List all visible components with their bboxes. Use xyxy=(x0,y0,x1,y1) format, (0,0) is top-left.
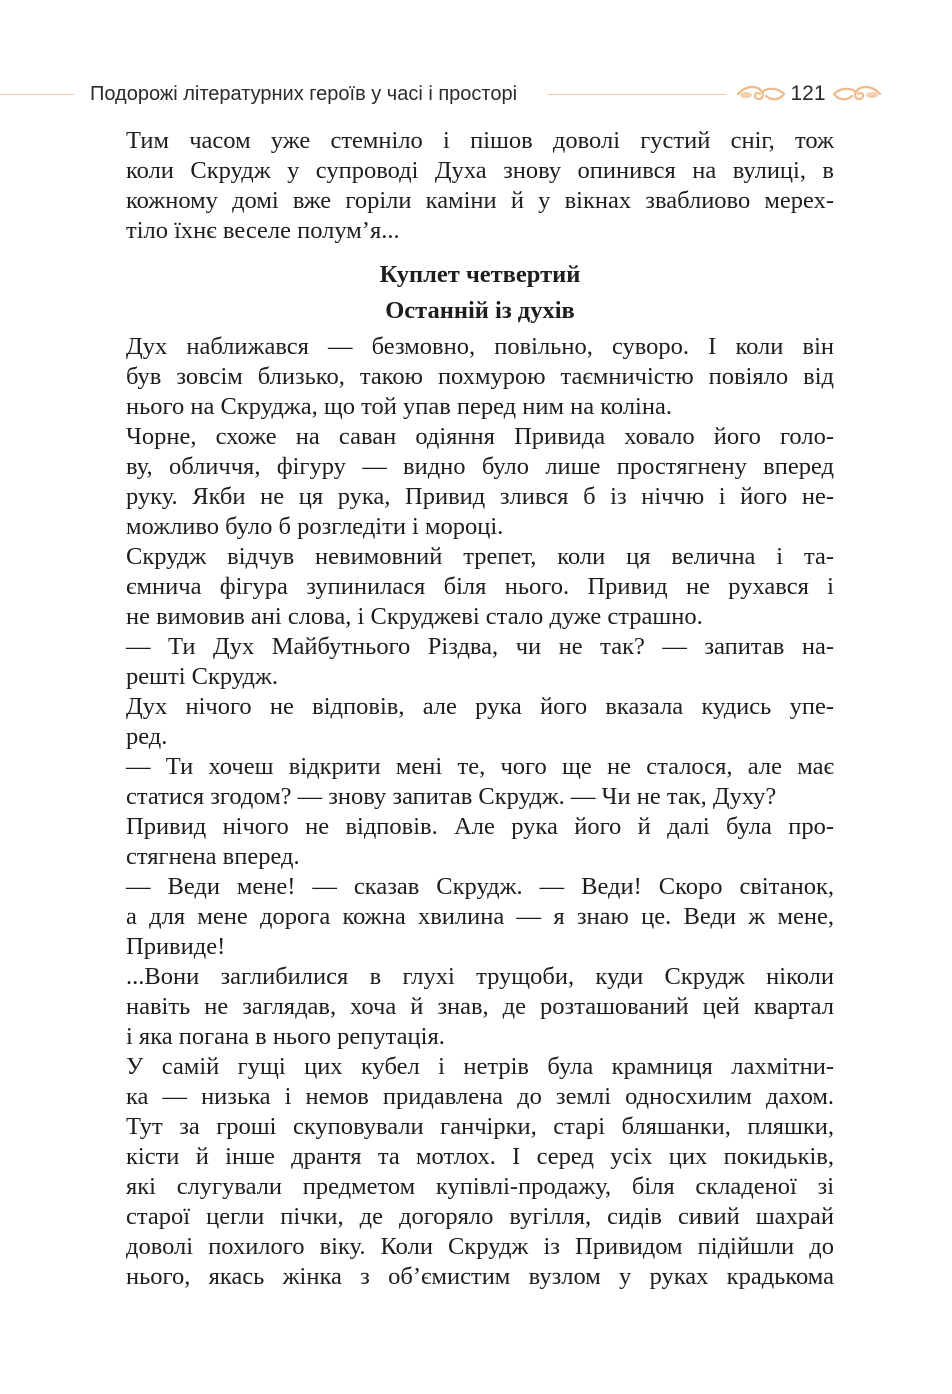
body-text xyxy=(126,126,834,1292)
text-line: — Веди мене! — сказав Скрудж. — Веди! Скоро світанок, xyxy=(126,873,834,900)
paragraph xyxy=(126,542,834,632)
text-line: і яка погана в нього репутація. xyxy=(126,1023,445,1050)
text-line: кісти й інше дрантя та мотлох. І серед усіх цих покидьків, xyxy=(126,1143,834,1170)
text-line: У самій гущі цих кубел і нетрів була крамниця лахмітни- xyxy=(126,1053,834,1080)
page-number: 121 xyxy=(790,82,826,105)
text-line: руку. Якби не ця рука, Привид злився б із ніччю і його не- xyxy=(126,483,834,510)
text-line: — Ти Дух Майбутнього Різдва, чи не так? — запитав на- xyxy=(126,633,834,660)
paragraph xyxy=(126,126,834,246)
header-rule-right xyxy=(548,94,726,95)
running-header xyxy=(0,80,952,110)
paragraph xyxy=(126,1052,834,1292)
text-line: решті Скрудж. xyxy=(126,663,279,690)
text-line: Тут за гроші скуповували ганчірки, старі бляшанки, пляшки, xyxy=(126,1113,834,1140)
text-line: можливо було б розгледіти і мороці. xyxy=(126,513,504,540)
text-line: Тим часом уже стемніло і пішов доволі густий сніг, тож xyxy=(126,127,834,154)
text-line: Скрудж відчув невимовний трепет, коли ця велична і та- xyxy=(126,543,834,570)
paragraph xyxy=(126,872,834,962)
text-line: ка — низька і немов придавлена до землі односхилим дахом. xyxy=(126,1083,834,1110)
text-line: а для мене дорога кожна хвилина — я знаю це. Веди ж мене, xyxy=(126,903,834,930)
text-line: ву, обличчя, фігуру — видно було лише простягнену вперед xyxy=(126,453,834,480)
text-line: нього на Скруджа, що той упав перед ним на коліна. xyxy=(126,393,672,420)
text-line: старої цегли пічки, де догоряло вугілля, сидів сивий шахрай xyxy=(126,1203,834,1230)
text-line: статися згодом? — знову запитав Скрудж. — Чи не так, Духу? xyxy=(126,783,777,810)
text-line: тіло їхнє веселе полум’я... xyxy=(126,217,400,244)
paragraph xyxy=(126,812,834,872)
text-line: Дух наближався — безмовно, повільно, суворо. І коли він xyxy=(126,333,834,360)
text-line: які слугували предметом купівлі-продажу, біля складеної зі xyxy=(126,1173,834,1200)
text-line: нього, якась жінка з об’ємистим вузлом у руках крадькома xyxy=(126,1263,834,1290)
chapter-heading: Куплет четвертий xyxy=(379,261,581,288)
text-line: ємнича фігура зупинилася біля нього. Привид не рухався і xyxy=(126,573,834,600)
text-line: коли Скрудж у супроводі Духа знову опинився на вулиці, в xyxy=(126,157,834,184)
text-line: був зовсім близько, такою похмурою таємничістю повіяло від xyxy=(126,363,834,390)
text-line: стягнена вперед. xyxy=(126,843,300,870)
text-line: Чорне, схоже на саван одіяння Привида ховало його голо- xyxy=(126,423,834,450)
header-title: Подорожі літературних героїв у часі і просторі xyxy=(90,83,518,105)
text-line: Привиде! xyxy=(126,933,226,960)
text-line: Привид нічого не відповів. Але рука його й далі була про- xyxy=(126,813,834,840)
text-line: доволі похилого віку. Коли Скрудж із Привидом підійшли до xyxy=(126,1233,834,1260)
text-line: ред. xyxy=(126,723,168,750)
text-line: ...Вони заглибилися в глухі трущоби, куди Скрудж ніколи xyxy=(126,963,834,990)
header-rule-left xyxy=(0,94,74,95)
text-line: — Ти хочеш відкрити мені те, чого ще не сталося, але має xyxy=(126,753,834,780)
text-line: кожному домі вже горіли каміни й у вікнах зваблиово мерех- xyxy=(126,187,834,214)
paragraph xyxy=(126,752,834,812)
paragraph xyxy=(126,632,834,692)
chapter-subheading: Останній із духів xyxy=(385,297,575,324)
paragraph xyxy=(126,422,834,542)
paragraph xyxy=(126,962,834,1052)
paragraph xyxy=(126,332,834,422)
text-line: Дух нічого не відповів, але рука його вказала кудись упе- xyxy=(126,693,834,720)
text-line: навіть не заглядав, хоча й знав, де розташований цей квартал xyxy=(126,993,834,1020)
ornament-swirl-icon xyxy=(736,83,786,105)
ornament-swirl-icon xyxy=(832,83,882,105)
paragraph xyxy=(126,692,834,752)
text-line: не вимовив ані слова, і Скруджеві стало дуже страшно. xyxy=(126,603,703,630)
